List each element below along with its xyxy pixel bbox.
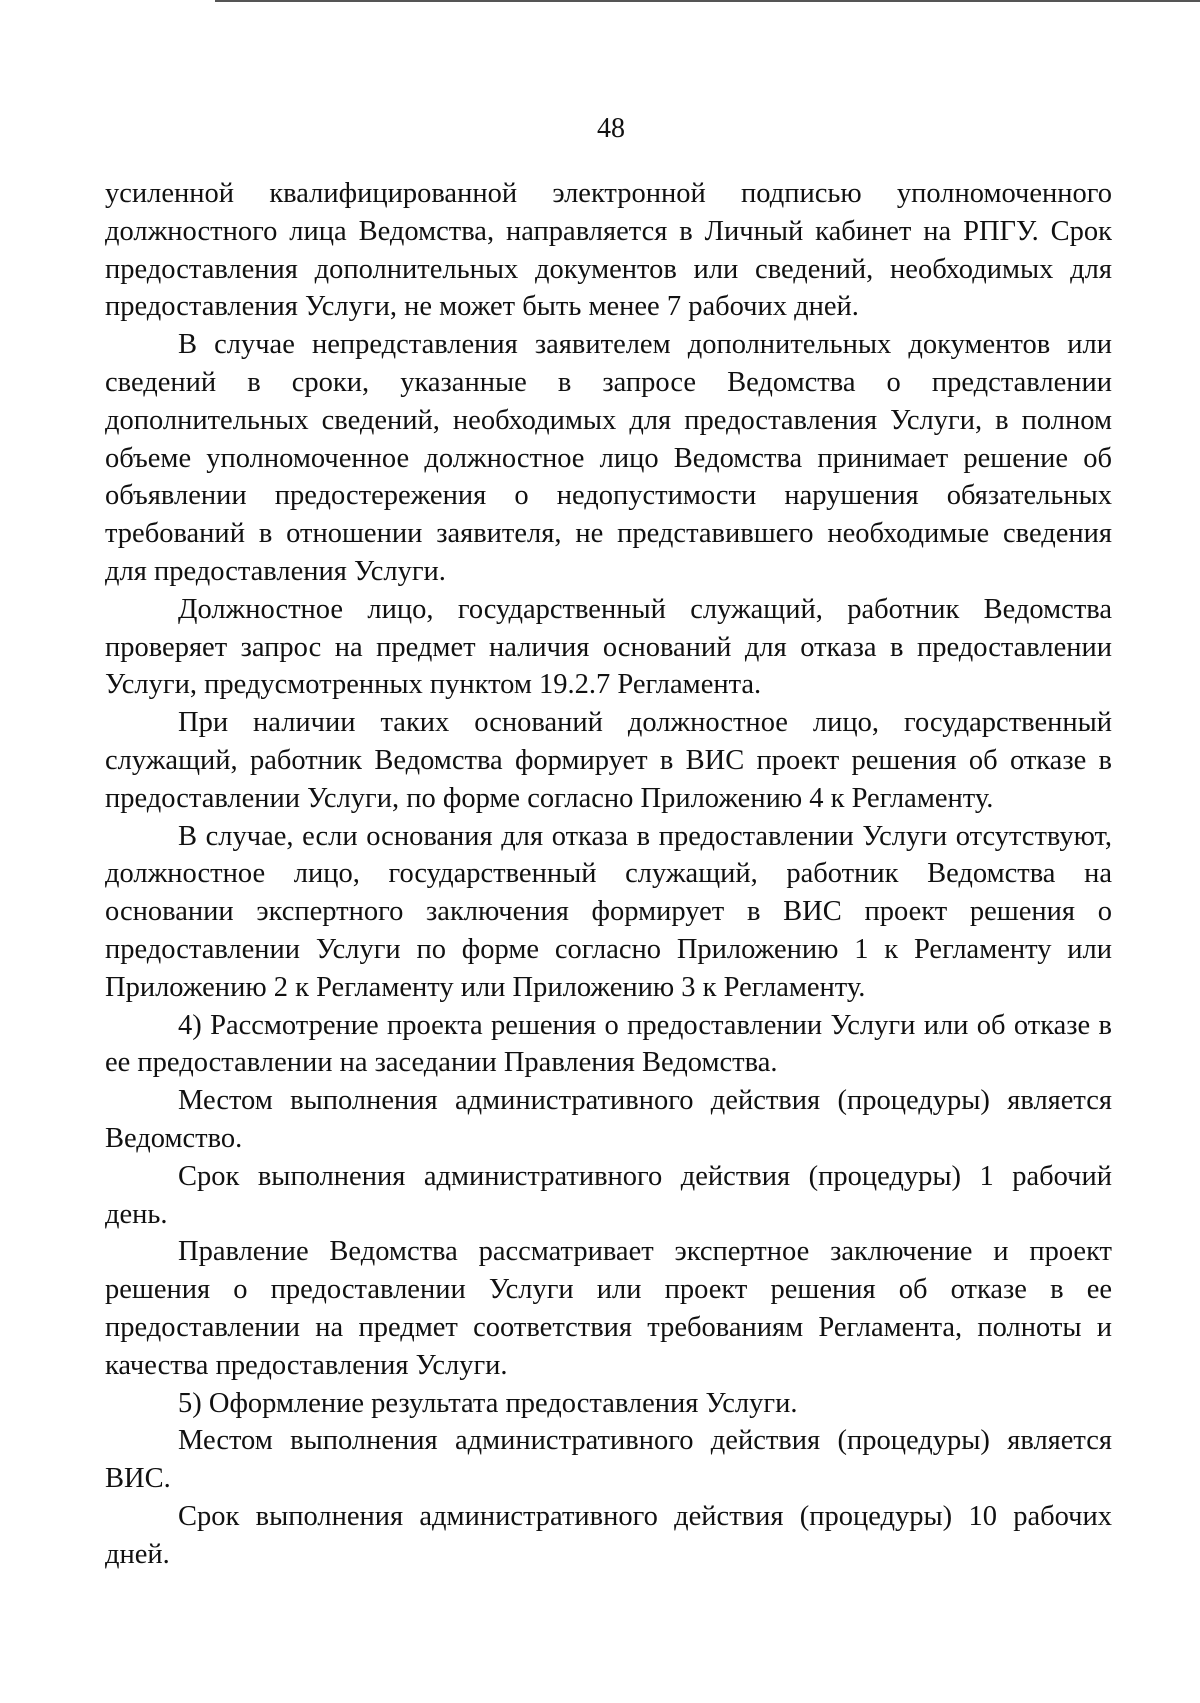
- scan-edge-line: [215, 0, 1200, 2]
- paragraph: Срок выполнения административного действия (процедуры) 1 рабочий день.: [105, 1160, 1112, 1230]
- paragraph: В случае непредставления заявителем дополнительных документов или сведений в сроки, указанные в запросе Ведомства о представлении дополнительных сведений, необходимых для предоставления Услуги, в полном объеме уполномоченное должностное лицо Ведомства принимает решение об объявлении предостережения о недопустимости нарушения обязательных требований в отношении заявителя, не представившего необходимые сведения для предоставления Услуги.: [105, 329, 1112, 587]
- paragraph: Местом выполнения административного действия (процедуры) является Ведомство.: [105, 1085, 1112, 1154]
- paragraph: Местом выполнения административного действия (процедуры) является ВИС.: [105, 1425, 1112, 1495]
- paragraph: 5) Оформление результата предоставления Услуги.: [178, 1387, 798, 1419]
- paragraph: усиленной квалифицированной электронной подписью уполномоченного должностного лица Ведомства, направляется в Личный кабинет на РПГУ. Срок предоставления дополнительных документов или сведений, необходимых для предоставления Услуги, не может быть менее 7 рабочих дней.: [105, 178, 1112, 323]
- paragraph: Срок выполнения административного действия (процедуры) 10 рабочих дней.: [105, 1500, 1112, 1570]
- page-number: 48: [597, 113, 625, 144]
- paragraph: При наличии таких оснований должностное лицо, государственный служащий, работник Ведомства формирует в ВИС проект решения об отказе в предоставлении Услуги, по форме согласно Приложению 4 к Регламенту.: [105, 707, 1112, 814]
- document-body: [105, 175, 1112, 1573]
- paragraph: Правление Ведомства рассматривает экспертное заключение и проект решения о предоставлении Услуги или проект решения об отказе в ее предоставлении на предмет соответствия требованиям Регламента, полноты и качества предоставления Услуги.: [105, 1236, 1112, 1381]
- paragraph: Должностное лицо, государственный служащий, работник Ведомства проверяет запрос на предмет наличия оснований для отказа в предоставлении Услуги, предусмотренных пунктом 19.2.7 Регламента.: [105, 593, 1112, 701]
- paragraph: 4) Рассмотрение проекта решения о предоставлении Услуги или об отказе в ее предоставлении на заседании Правления Ведомства.: [105, 1009, 1112, 1079]
- paragraph: В случае, если основания для отказа в предоставлении Услуги отсутствуют, должностное лицо, государственный служащий, работник Ведомства на основании экспертного заключения формирует в ВИС проект решения о предоставлении Услуги по форме согласно Приложению 1 к Регламенту или Приложению 2 к Регламенту или Приложению 3 к Регламенту.: [105, 820, 1112, 1003]
